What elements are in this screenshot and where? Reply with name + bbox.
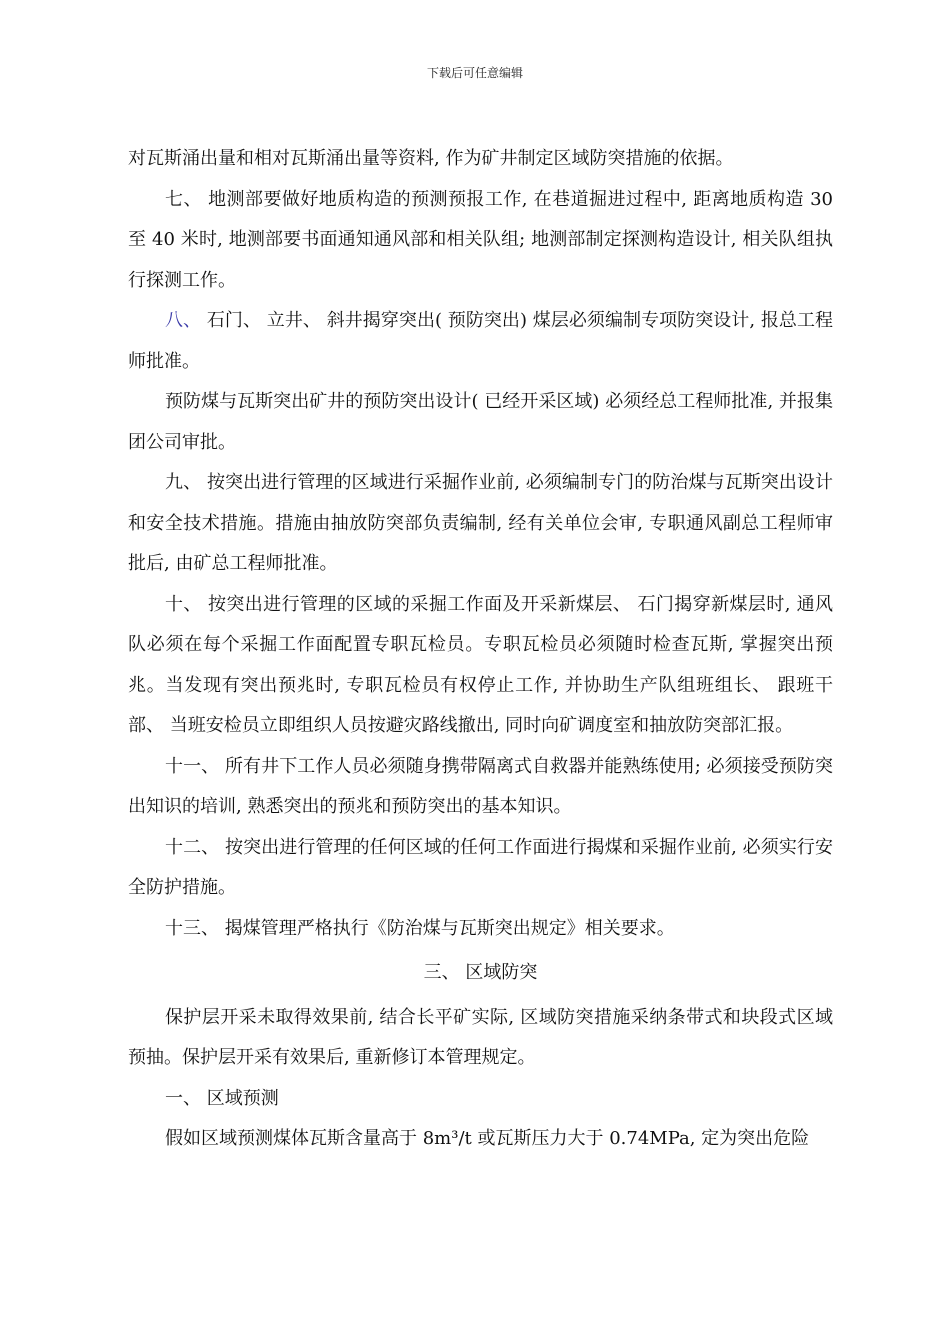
page-header: 下载后可任意编辑 bbox=[426, 66, 523, 80]
section-number: 八、 bbox=[165, 310, 207, 331]
paragraph: 预防煤与瓦斯突出矿井的预防突出设计( 已经开采区域) 必须经总工程师批准, 并报集团公司审批。 bbox=[128, 391, 833, 453]
subsection-heading: 一、 区域预测 bbox=[165, 1087, 279, 1109]
paragraph: 对瓦斯涌出量和相对瓦斯涌出量等资料, 作为矿井制定区域防突措施的依据。 bbox=[128, 148, 734, 169]
paragraph: 十二、 按突出进行管理的任何区域的任何工作面进行揭煤和采掘作业前, 必须实行安全防护措施。 bbox=[128, 836, 833, 898]
paragraph: 十三、 揭煤管理严格执行《防治煤与瓦斯突出规定》相关要求。 bbox=[165, 917, 675, 939]
paragraph: 九、 按突出进行管理的区域进行采掘作业前, 必须编制专门的防治煤与瓦斯突出设计和安全技术措施。措施由抽放防突部负责编制, 经有关单位会审, 专职通风副总工程师审批后, 由矿总工程师批准。 bbox=[128, 472, 833, 574]
paragraph bbox=[128, 301, 833, 382]
paragraph: 十一、 所有井下工作人员必须随身携带隔离式自救器并能熟练使用; 必须接受预防突出知识的培训, 熟悉突出的预兆和预防突出的基本知识。 bbox=[128, 755, 833, 817]
section-heading: 三、 区域防突 bbox=[423, 962, 538, 983]
paragraph: 七、 地测部要做好地质构造的预测预报工作, 在巷道掘进过程中, 距离地质构造 30 至 40 米时, 地测部要书面通知通风部和相关队组; 地测部制定探测构造设计, 相关队组执行探测工作。 bbox=[128, 188, 833, 291]
paragraph: 十、 按突出进行管理的区域的采掘工作面及开采新煤层、 石门揭穿新煤层时, 通风队必须在每个采掘工作面配置专职瓦检员。专职瓦检员必须随时检查瓦斯, 掌握突出预兆。当发现有突出预兆时, 专职瓦检员有权停止工作, 并协助生产队组班组长、 跟班干部、 当班安检员立即组织人员按避灾路线撤出, 同时向矿调度室和抽放防突部汇报。 bbox=[128, 593, 833, 736]
paragraph: 保护层开采未取得效果前, 结合长平矿实际, 区域防突措施采纳条带式和块段式区域预抽。保护层开采有效果后, 重新修订本管理规定。 bbox=[128, 1006, 833, 1068]
paragraph: 假如区域预测煤体瓦斯含量高于 8m³/t 或瓦斯压力大于 0.74MPa, 定为突出危险 bbox=[165, 1128, 810, 1149]
paragraph-text: 石门、 立井、 斜井揭穿突出( 预防突出) 煤层必须编制专项防突设计, 报总工程师批准。 bbox=[128, 310, 833, 372]
document-body bbox=[128, 139, 833, 1160]
